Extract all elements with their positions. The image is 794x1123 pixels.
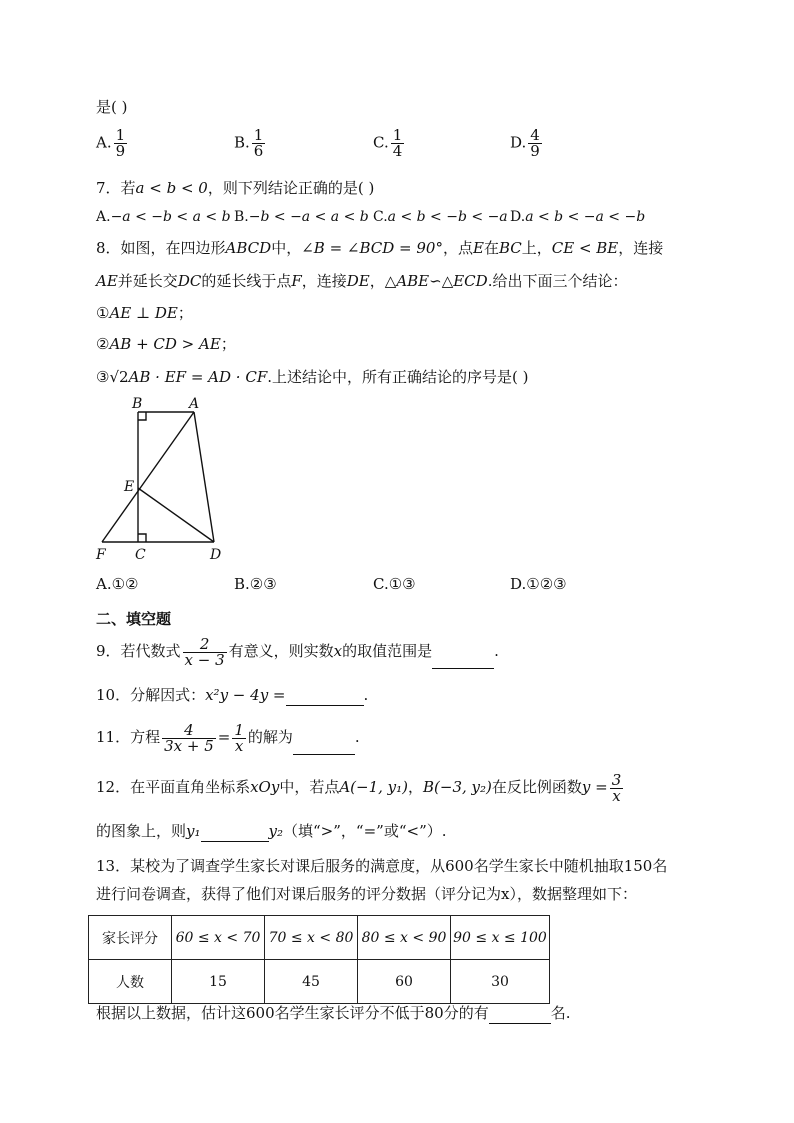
answer-blank[interactable] [489,1003,551,1024]
label-e: E [124,479,135,495]
fraction: $\frac{1}{6}$ [253,126,264,160]
q7-option-b[interactable]: B.−b < −a < a < b [234,209,369,225]
section-title: 二、填空题 [96,610,172,628]
option-label: B. [234,133,250,152]
table-cell: 45 [265,960,358,1004]
q6-tail: 是( ) [96,98,128,116]
fraction: $\frac{1}{9}$ [115,126,126,160]
q7-option-a[interactable]: A.−a < −b < a < b [96,209,231,225]
table-cell: 60 [358,960,451,1004]
fraction: $\frac{4}{9}$ [530,126,540,160]
score-table [88,915,550,1004]
fraction: $\frac{2}{x - 3}$ [184,634,225,669]
label-f: F [96,547,106,563]
table-header-cell: 60 ≤ x < 70 [172,916,265,960]
q7-option-d[interactable]: D.a < b < −a < −b [510,209,646,225]
q8-stem-line2: AE并延长交DC的延长线于点F，连接DE，△ABE∽△ECD.给出下面三个结论： [96,272,628,290]
table-header-cell: 90 ≤ x ≤ 100 [451,916,550,960]
table-cell: 人数 [89,960,172,1004]
q13-line2: 进行问卷调查，获得了他们对课后服务的评分数据（评分记为x），数据整理如下： [96,885,637,903]
q8-conclusion-1: ①AE ⊥ DE； [96,304,193,322]
q12-line2: 的图象上，则y₁ y₂（填“>”，“=”或“<”）. [96,822,447,840]
fraction: $\frac{4}{3x + 5}$ [164,720,214,755]
table-header-cell: 70 ≤ x < 80 [265,916,358,960]
right-angle-mark-c [138,534,146,542]
answer-blank[interactable] [432,634,494,669]
option-label: C. [373,133,389,152]
q8-option-d[interactable]: D.①②③ [510,575,567,593]
fraction: $\frac{1}{x}$ [234,720,244,755]
q6-option-c[interactable] [373,128,406,159]
table-row [89,960,550,1004]
answer-blank[interactable] [201,821,269,842]
label-c: C [135,547,146,563]
q13-line3: 根据以上数据，估计这600名学生家长评分不低于80分的有 名. [96,1004,571,1022]
q7-condition: a < b < 0 [135,179,208,197]
label-b: B [132,396,143,412]
q8-geometry-figure [90,392,240,564]
q6-option-d[interactable] [510,128,544,159]
segment-ad [194,412,214,542]
q7-option-c[interactable]: C.a < b < −b < −a [373,209,508,225]
q9: 9．若代数式 $\frac{2}{x - 3}$ 有意义，则实数x的取值范围是 . [96,634,499,669]
table-header-cell: 家长评分 [89,916,172,960]
q8-conclusion-3: ③√2AB · EF = AD · CF.上述结论中，所有正确结论的序号是( ) [96,368,529,386]
q7-stem: 7．若a < b < 0，则下列结论正确的是( ) [96,179,375,197]
label-a: A [189,396,200,412]
q13-line1: 13．某校为了调查学生家长对课后服务的满意度，从600名学生家长中随机抽取150名 [96,857,668,875]
q6-option-b[interactable] [234,128,267,159]
option-label: A. [96,133,112,152]
option-label: D. [510,133,527,152]
q6-option-a[interactable] [96,128,129,159]
q8-option-b[interactable]: B.②③ [234,575,277,593]
table-cell: 15 [172,960,265,1004]
answer-blank[interactable] [286,685,364,706]
q8-option-c[interactable]: C.①③ [373,575,416,593]
q11: 11．方程 $\frac{4}{3x + 5}$ = $\frac{1}{x}$ 的解为 . [96,720,360,755]
fraction: $\frac{3}{x}$ [611,770,622,805]
segment-af [102,412,194,542]
q8-stem-line1: 8．如图，在四边形ABCD中，∠B = ∠BCD = 90°，点E在BC上，CE < BE，连接 [96,239,664,257]
table-row [89,916,550,960]
answer-blank[interactable] [293,720,355,755]
q12-line1: 12．在平面直角坐标系xOy中，若点A(−1, y₁)，B(−3, y₂)在反比例函数y = $\frac{3}{x}$ [96,770,622,805]
right-angle-mark-b [138,412,146,420]
segment-ed [138,488,214,542]
fraction: $\frac{1}{4}$ [392,126,403,160]
table-header-cell: 80 ≤ x < 90 [358,916,451,960]
table-cell: 30 [451,960,550,1004]
q8-option-a[interactable]: A.①② [96,575,139,593]
q10: 10．分解因式：x²y − 4y = . [96,686,369,704]
label-d: D [210,547,222,563]
q8-conclusion-2: ②AB + CD > AE； [96,335,236,353]
